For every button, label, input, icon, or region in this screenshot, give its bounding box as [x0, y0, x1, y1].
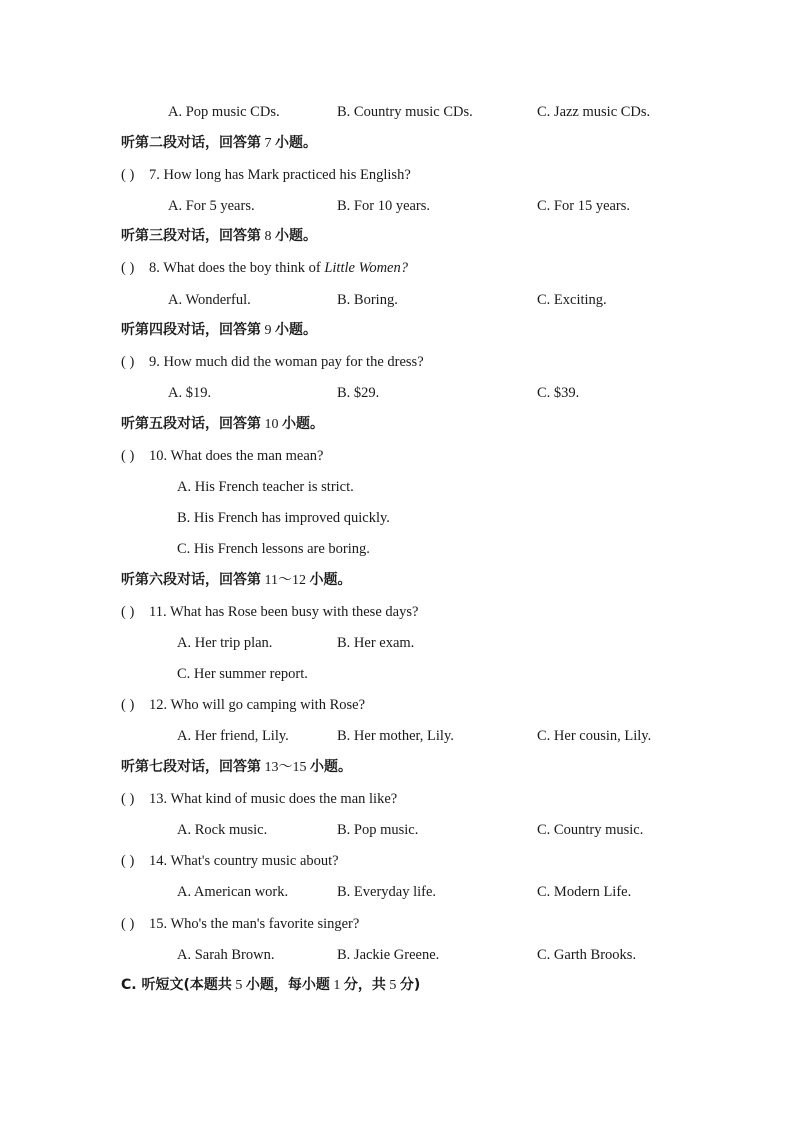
section-heading-5: 听第五段对话，回答第 10 小题。	[121, 416, 324, 432]
q8-option-a: A. Wonderful.	[168, 292, 251, 308]
answer-blank: ( )	[121, 167, 135, 183]
q12-option-b: B. Her mother, Lily.	[337, 728, 454, 744]
q11-option-b: B. Her exam.	[337, 635, 415, 651]
q15-option-b: B. Jackie Greene.	[337, 947, 440, 963]
question-10: ( ) 10. What does the man mean?	[121, 448, 324, 464]
answer-blank: ( )	[121, 260, 135, 276]
q15-option-c: C. Garth Brooks.	[537, 947, 637, 963]
q7-option-c: C. For 15 years.	[537, 198, 631, 214]
answer-blank: ( )	[121, 448, 135, 464]
q10-option-a: A. His French teacher is strict.	[177, 479, 354, 495]
q7-option-b: B. For 10 years.	[337, 198, 431, 214]
q13-option-a: A. Rock music.	[177, 822, 268, 838]
q14-option-b: B. Everyday life.	[337, 884, 437, 900]
section-heading-2: 听第二段对话，回答第 7 小题。	[121, 135, 317, 151]
q15-option-a: A. Sarah Brown.	[177, 947, 275, 963]
question-7: ( ) 7. How long has Mark practiced his English?	[121, 167, 411, 183]
section-heading-4: 听第四段对话，回答第 9 小题。	[121, 322, 317, 338]
q7-option-a: A. For 5 years.	[168, 198, 255, 214]
q10-option-c: C. His French lessons are boring.	[177, 541, 370, 557]
q9-option-a: A. $19.	[168, 385, 212, 401]
q13-option-b: B. Pop music.	[337, 822, 419, 838]
answer-blank: ( )	[121, 354, 135, 370]
question-12: ( ) 12. Who will go camping with Rose?	[121, 697, 365, 713]
question-13: ( ) 13. What kind of music does the man like?	[121, 791, 398, 807]
question-9: ( ) 9. How much did the woman pay for the dress?	[121, 354, 424, 370]
section-heading-3: 听第三段对话，回答第 8 小题。	[121, 228, 317, 244]
q9-option-b: B. $29.	[337, 385, 380, 401]
q14-option-c: C. Modern Life.	[537, 884, 632, 900]
q12-option-c: C. Her cousin, Lily.	[537, 728, 652, 744]
q13-option-c: C. Country music.	[537, 822, 644, 838]
q8-option-c: C. Exciting.	[537, 292, 607, 308]
q11-option-c: C. Her summer report.	[177, 666, 308, 682]
answer-blank: ( )	[121, 916, 135, 932]
q8-option-b: B. Boring.	[337, 292, 398, 308]
question-15: ( ) 15. Who's the man's favorite singer?	[121, 916, 360, 932]
answer-blank: ( )	[121, 853, 135, 869]
q6-option-a: A. Pop music CDs.	[168, 104, 280, 120]
answer-blank: ( )	[121, 604, 135, 620]
q12-option-a: A. Her friend, Lily.	[177, 728, 289, 744]
q14-option-a: A. American work.	[177, 884, 289, 900]
section-heading-7: 听第七段对话，回答第 13～15 小题。	[121, 759, 352, 775]
book-title: Little Women?	[324, 260, 408, 276]
q9-option-c: C. $39.	[537, 385, 580, 401]
q11-option-a: A. Her trip plan.	[177, 635, 273, 651]
q10-option-b: B. His French has improved quickly.	[177, 510, 390, 526]
answer-blank: ( )	[121, 791, 135, 807]
section-c-heading: C. 听短文(本题共 5 小题，每小题 1 分，共 5 分)	[121, 977, 421, 993]
q6-option-b: B. Country music CDs.	[337, 104, 473, 120]
question-14: ( ) 14. What's country music about?	[121, 853, 339, 869]
question-8: ( ) 8. What does the boy think of Little Women?	[121, 260, 408, 276]
question-11: ( ) 11. What has Rose been busy with these days?	[121, 604, 419, 620]
answer-blank: ( )	[121, 697, 135, 713]
section-heading-6: 听第六段对话，回答第 11～12 小题。	[121, 572, 352, 588]
q6-option-c: C. Jazz music CDs.	[537, 104, 651, 120]
